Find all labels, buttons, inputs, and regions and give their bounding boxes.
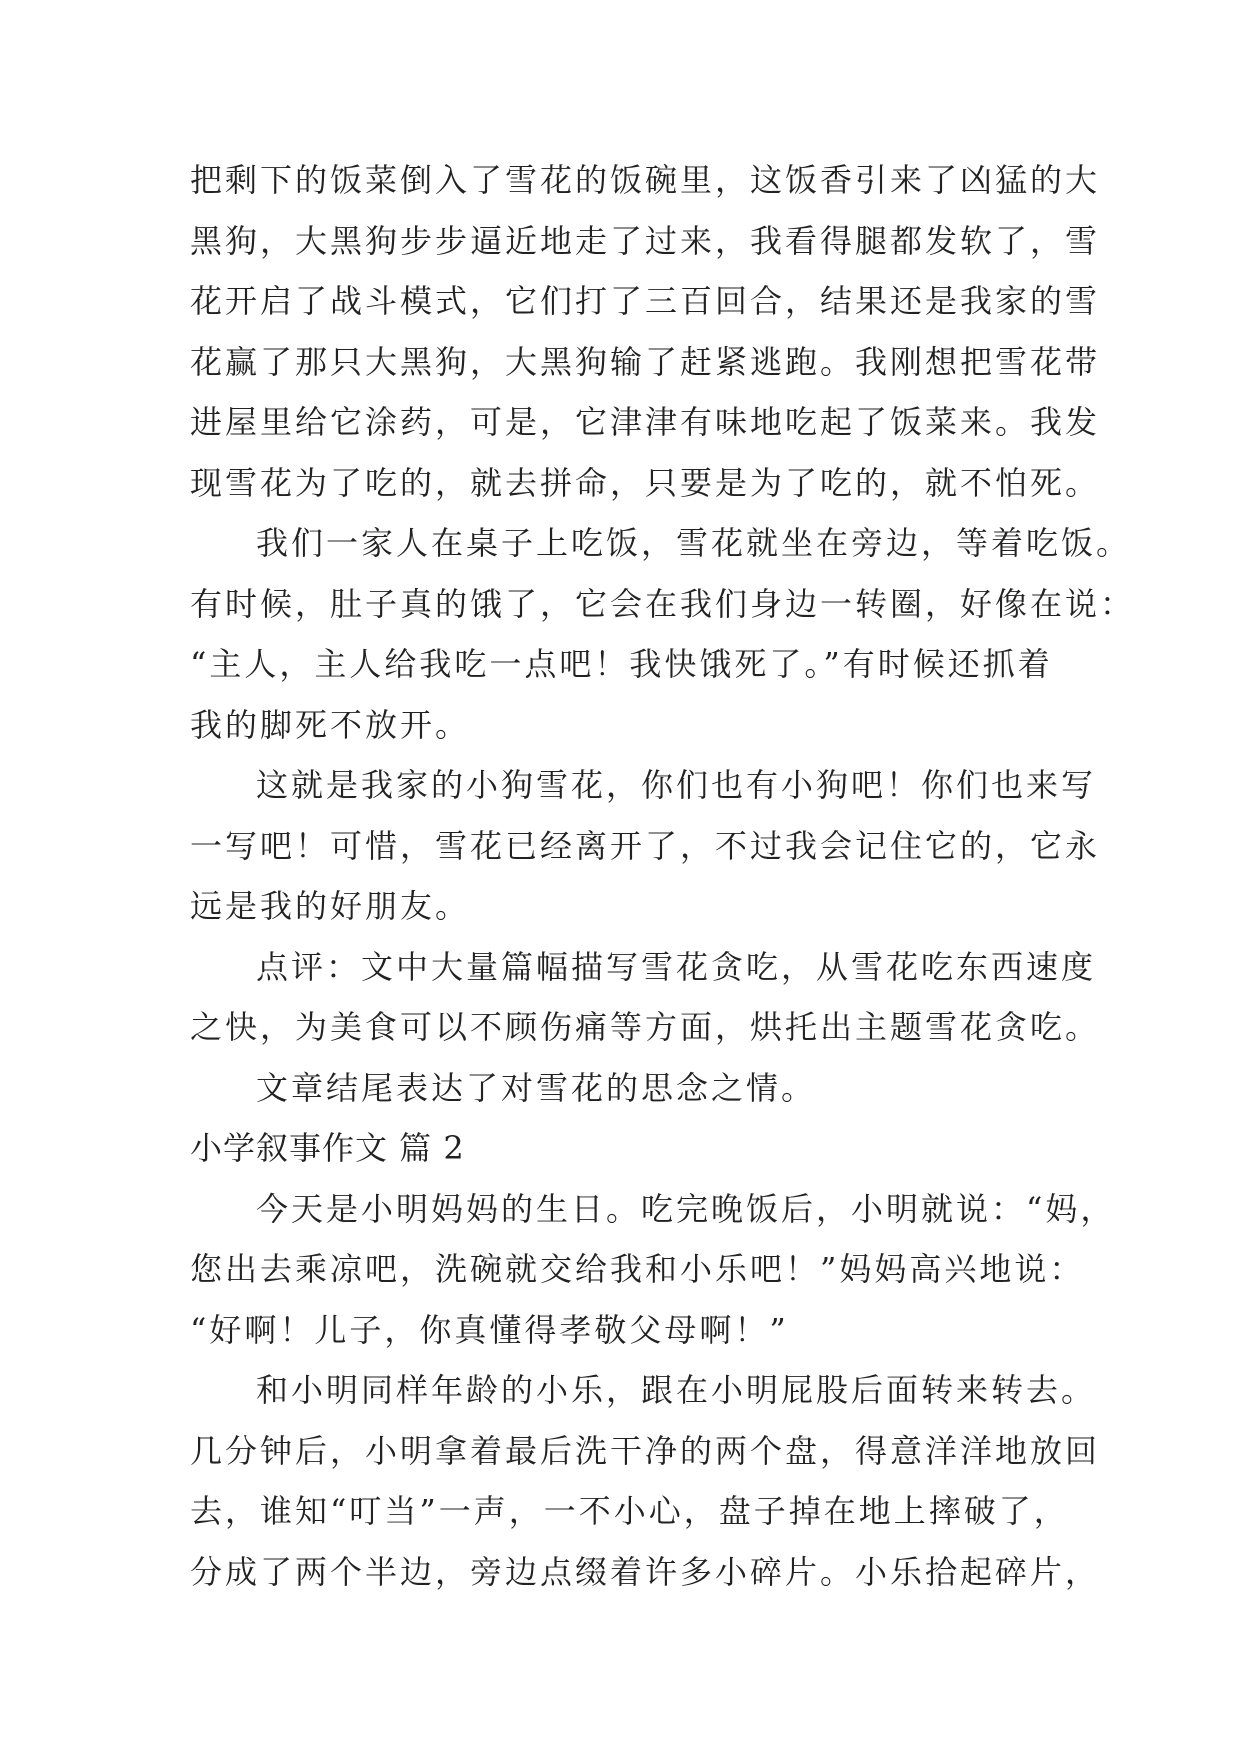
text-line: “好啊！儿子，你真懂得孝敬父母啊！”: [190, 1310, 789, 1349]
text-line: 分成了两个半边，旁边点缀着许多小碎片。小乐拾起碎片，: [190, 1552, 1101, 1591]
paragraph-first-line: 文章结尾表达了对雪花的思念之情。: [256, 1068, 817, 1107]
text-line: 去，谁知“叮当”一声，一不小心，盘子掉在地上摔破了，: [190, 1492, 1069, 1530]
text-line: 您出去乘凉吧，洗碗就交给我和小乐吧！”妈妈高兴地说：: [190, 1250, 1085, 1288]
text-line: 进屋里给它涂药，可是，它津津有味地吃起了饭菜来。我发: [190, 403, 1101, 441]
text-line: 花赢了那只大黑狗，大黑狗输了赶紧逃跑。我刚想把雪花带: [190, 342, 1101, 381]
document-body: [190, 150, 1136, 1602]
text-line: 现雪花为了吃的，就去拼命，只要是为了吃的，就不怕死。: [190, 463, 1101, 502]
text-line: 花开启了战斗模式，它们打了三百回合，结果还是我家的雪: [190, 282, 1101, 320]
text-line: 黑狗，大黑狗步步逼近地走了过来，我看得腿都发软了，雪: [190, 221, 1101, 260]
text-line: 我的脚死不放开。: [190, 705, 471, 744]
paragraph-first-line: 这就是我家的小狗雪花，你们也有小狗吧！你们也来写: [256, 766, 1097, 804]
text-line: 有时候，肚子真的饿了，它会在我们身边一转圈，好像在说：: [190, 584, 1136, 623]
text-line: 远是我的好朋友。: [190, 887, 471, 925]
text-line: 一写吧！可惜，雪花已经离开了，不过我会记住它的，它永: [190, 826, 1101, 865]
text-line: “主人，主人给我吃一点吧！我快饿死了。”有时候还抓着: [190, 645, 1053, 683]
paragraph-first-line: 今天是小明妈妈的生日。吃完晚饭后，小明就说：“妈，: [256, 1189, 1116, 1228]
paragraph-first-line: 和小明同样年龄的小乐，跟在小明屁股后面转来转去。: [256, 1371, 1097, 1409]
section-heading: 小学叙事作文 篇 2: [190, 1129, 465, 1167]
text-line: 几分钟后，小明拿着最后洗干净的两个盘，得意洋洋地放回: [190, 1431, 1101, 1470]
text-line: 把剩下的饭菜倒入了雪花的饭碗里，这饭香引来了凶猛的大: [190, 161, 1101, 199]
comment-first-line: 点评：文中大量篇幅描写雪花贪吃，从雪花吃东西速度: [256, 947, 1097, 986]
text-line: 之快，为美食可以不顾伤痛等方面，烘托出主题雪花贪吃。: [190, 1008, 1101, 1046]
paragraph-first-line: 我们一家人在桌子上吃饭，雪花就坐在旁边，等着吃饭。: [256, 524, 1132, 562]
